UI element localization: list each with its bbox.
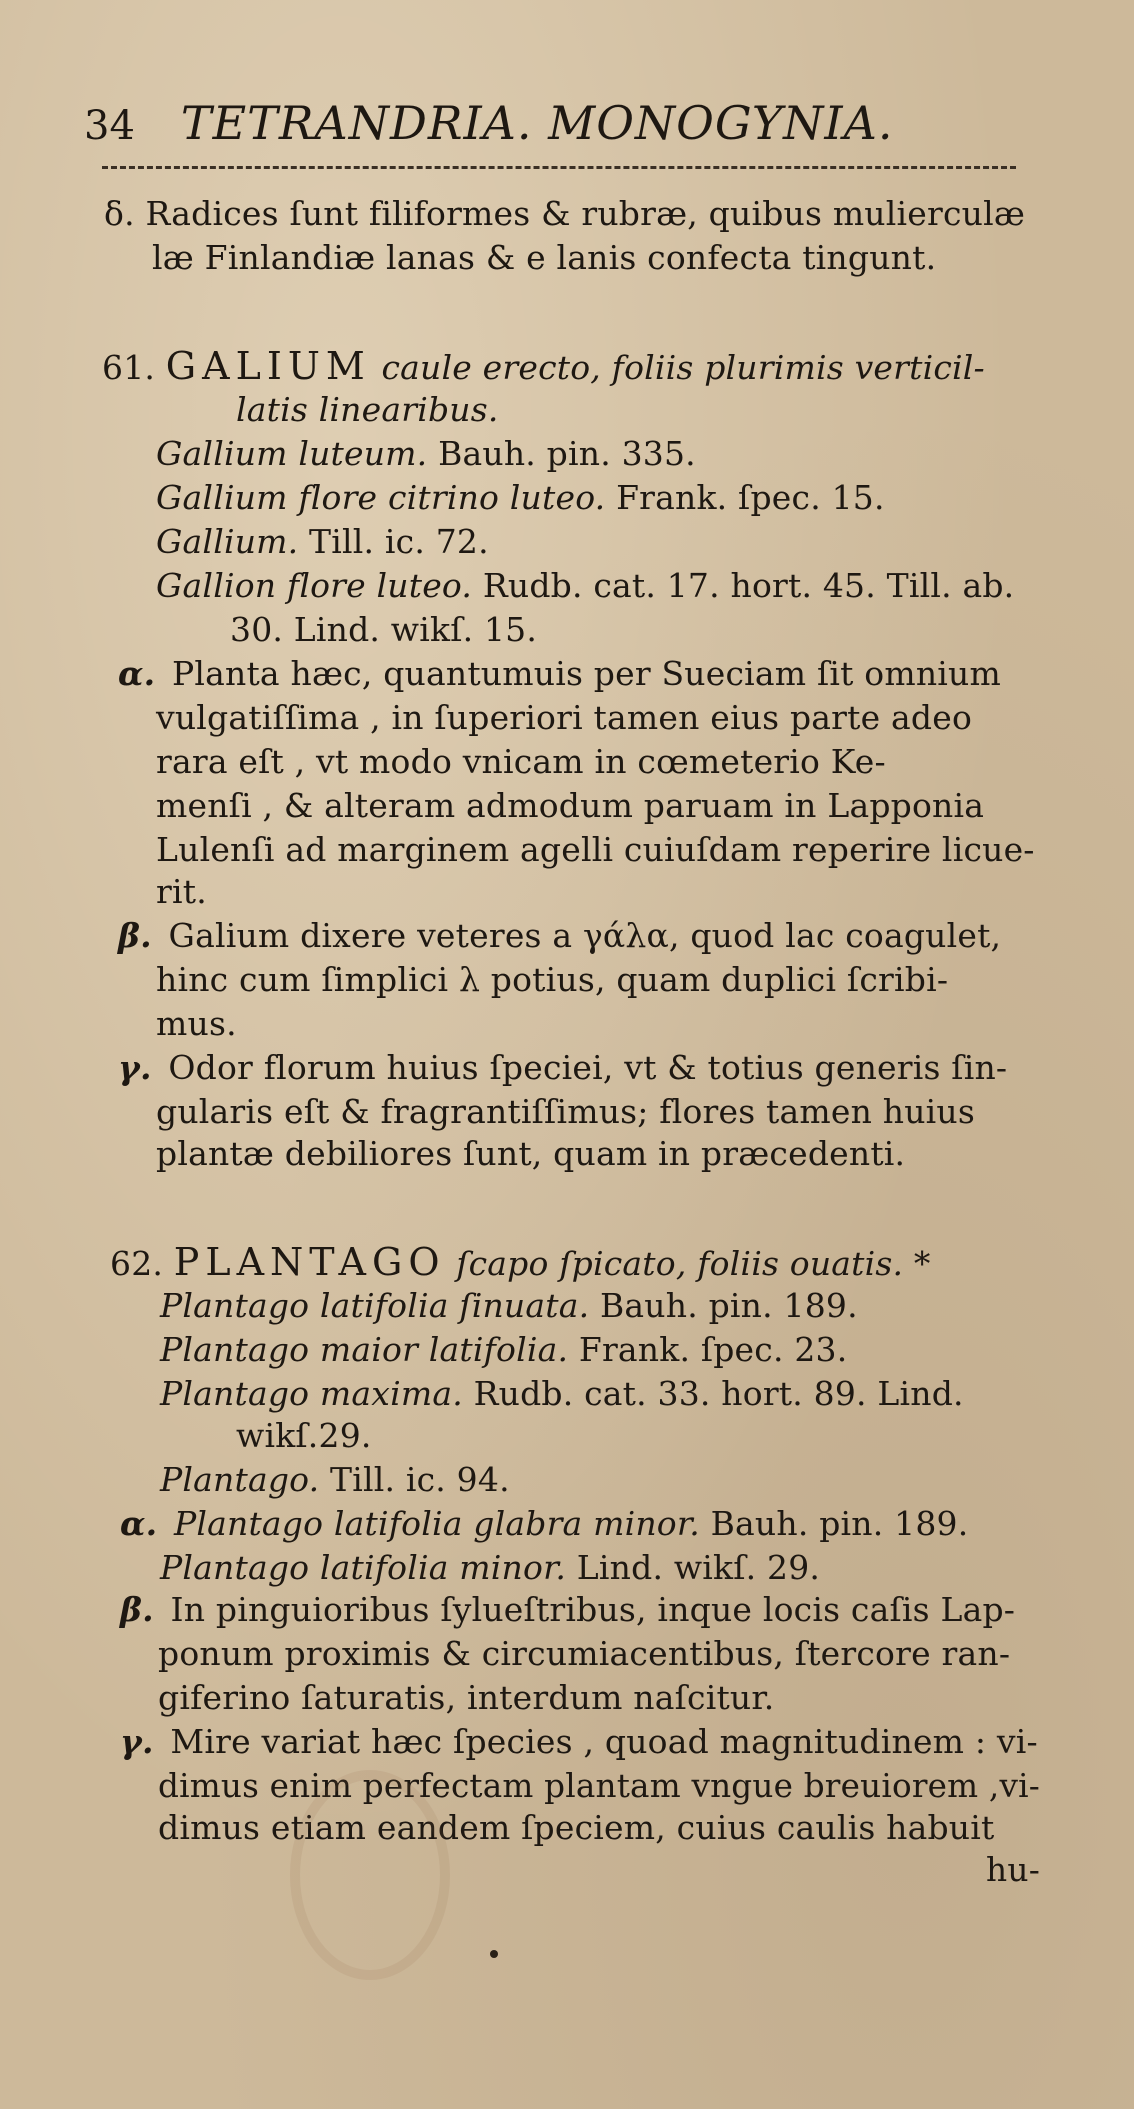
- header-rule: [102, 166, 1016, 169]
- text-segment: gularis eſt & fragrantiſſimus; flores tamen huius: [156, 1092, 976, 1131]
- text-line: [156, 566, 1014, 606]
- text-line: [110, 1242, 931, 1284]
- text-segment: dimus enim perfectam plantam vngue breuiorem ,vi-: [158, 1766, 1040, 1805]
- text-segment: 61.: [102, 348, 166, 387]
- text-line: [156, 960, 948, 1000]
- text-line: [120, 1722, 1038, 1762]
- text-segment: Plantago maior latifolia.: [160, 1330, 569, 1369]
- note-marker: β.: [120, 1590, 154, 1629]
- text-line: [156, 1092, 975, 1132]
- note-marker: α.: [120, 1504, 158, 1543]
- text-segment: plantæ debiliores ſunt, quam in præcedenti.: [156, 1134, 906, 1173]
- text-segment: Plantago latifolia ſinuata.: [160, 1286, 590, 1325]
- note-marker: γ.: [120, 1722, 154, 1761]
- text-segment: Frank. ſpec. 15.: [605, 478, 885, 517]
- text-line: [160, 1330, 847, 1370]
- text-segment: giferino ſaturatis, interdum naſcitur.: [158, 1678, 775, 1717]
- text-segment: Lulenſi ad marginem agelli cuiuſdam reperire licue-: [156, 830, 1035, 869]
- text-line: [156, 1134, 905, 1174]
- text-line: [102, 346, 985, 388]
- text-segment: læ Finlandiæ lanas & e lanis confecta tingunt.: [152, 238, 937, 277]
- ink-dot: [490, 1950, 498, 1958]
- text-line: [118, 654, 1001, 694]
- text-segment: Planta hæc, quantumuis per Sueciam ſit omnium: [161, 654, 1002, 693]
- text-line: [158, 1766, 1040, 1806]
- text-segment: In pinguioribus ſylueſtribus, inque locis caſis Lap-: [159, 1590, 1016, 1629]
- text-segment: rara eſt , vt modo vnicam in cœmeterio Ke-: [156, 742, 886, 781]
- text-line: [156, 478, 885, 518]
- text-line: [160, 1286, 858, 1326]
- text-line: [118, 916, 1001, 956]
- text-line: [120, 1590, 1015, 1630]
- text-segment: Gallium luteum.: [156, 434, 428, 473]
- text-line: [156, 434, 696, 474]
- text-segment: Bauh. pin. 189.: [589, 1286, 858, 1325]
- text-segment: Bauh. pin. 335.: [427, 434, 696, 473]
- page-number: 34: [84, 103, 135, 149]
- text-segment: δ. Radices ſunt filiformes & rubræ, quibus mulierculæ: [104, 194, 1026, 233]
- text-segment: hinc cum ſimplici λ potius, quam duplici ſcribi-: [156, 960, 949, 999]
- text-segment: 30. Lind. wikſ. 15.: [230, 610, 538, 649]
- text-line: [158, 1634, 1010, 1674]
- text-segment: wikſ.29.: [236, 1416, 372, 1455]
- text-segment: caule erecto, foliis plurimis verticil-: [370, 348, 985, 387]
- text-segment: Till. ic. 94.: [319, 1460, 510, 1499]
- text-line: [156, 698, 972, 738]
- text-line: [118, 1048, 1007, 1088]
- text-segment: rit.: [156, 872, 207, 911]
- text-segment: Gallium.: [156, 522, 299, 561]
- text-line: [152, 238, 936, 278]
- text-segment: Gallion flore luteo.: [156, 566, 473, 605]
- running-header: [84, 96, 893, 153]
- text-segment: 62.: [110, 1244, 174, 1283]
- text-segment: PLANTAGO: [173, 1240, 446, 1284]
- text-line: [160, 1548, 820, 1588]
- text-line: [158, 1678, 774, 1718]
- text-segment: mus.: [156, 1004, 237, 1043]
- text-line: [156, 522, 489, 562]
- text-segment: Plantago latifolia minor.: [160, 1548, 567, 1587]
- text-line: [158, 1808, 994, 1848]
- text-segment: Odor florum huius ſpeciei, vt & totius generis ſin-: [157, 1048, 1008, 1087]
- text-line: [156, 786, 984, 826]
- running-title: TETRANDRIA. MONOGYNIA.: [180, 96, 894, 150]
- text-segment: ponum proximis & circumiacentibus, ſtercore ran-: [158, 1634, 1011, 1673]
- text-segment: GALIUM: [165, 344, 371, 388]
- note-marker: β.: [118, 916, 152, 955]
- text-line: [230, 610, 537, 650]
- text-line: [156, 1004, 237, 1044]
- text-segment: Plantago maxima.: [160, 1374, 463, 1413]
- text-segment: Plantago.: [160, 1460, 320, 1499]
- paper-stain: [290, 1770, 450, 1980]
- text-line: [160, 1460, 510, 1500]
- text-segment: Plantago latifolia glabra minor.: [163, 1504, 700, 1543]
- text-segment: Lind. wikſ. 29.: [566, 1548, 821, 1587]
- text-segment: ſcapo ſpicato, foliis ouatis. *: [445, 1244, 931, 1283]
- text-segment: Galium dixere veteres a γάλα, quod lac coagulet,: [157, 916, 1002, 955]
- text-segment: Bauh. pin. 189.: [699, 1504, 969, 1543]
- text-line: [236, 1416, 372, 1456]
- text-segment: Rudb. cat. 17. hort. 45. Till. ab.: [472, 566, 1015, 605]
- text-line: [160, 1374, 964, 1414]
- note-marker: α.: [118, 654, 156, 693]
- note-marker: γ.: [118, 1048, 152, 1087]
- text-line: [104, 194, 1025, 234]
- text-segment: vulgatiſſima , in ſuperiori tamen eius parte adeo: [156, 698, 973, 737]
- text-segment: hu-: [986, 1850, 1040, 1889]
- text-line: [236, 390, 499, 430]
- text-segment: Mire variat hæc ſpecies , quoad magnitudinem : vi-: [159, 1722, 1038, 1761]
- text-segment: Gallium flore citrino luteo.: [156, 478, 606, 517]
- text-segment: menſi , & alteram admodum paruam in Lapponia: [156, 786, 985, 825]
- text-segment: dimus etiam eandem ſpeciem, cuius caulis habuit: [158, 1808, 995, 1847]
- text-line: [156, 830, 1035, 870]
- text-line: [156, 872, 207, 912]
- text-line: [986, 1850, 1040, 1890]
- text-line: [156, 742, 886, 782]
- text-segment: Till. ic. 72.: [298, 522, 489, 561]
- text-segment: Frank. ſpec. 23.: [568, 1330, 848, 1369]
- text-segment: Rudb. cat. 33. hort. 89. Lind.: [462, 1374, 964, 1413]
- text-segment: latis linearibus.: [236, 390, 499, 429]
- text-line: [120, 1504, 968, 1544]
